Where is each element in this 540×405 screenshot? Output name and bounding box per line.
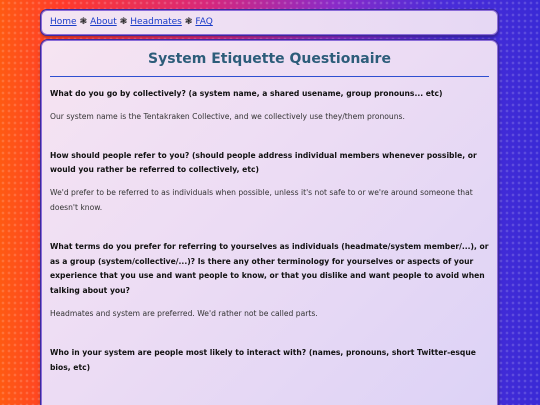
nav-link-faq[interactable]: FAQ (195, 17, 213, 27)
nav-link-home[interactable]: Home (50, 17, 77, 27)
qa-block (50, 346, 489, 376)
qa-block (50, 240, 489, 322)
top-nav (41, 10, 498, 35)
title-divider (50, 76, 489, 77)
nav-separator: ❃ (79, 17, 88, 27)
nav-separator: ❃ (119, 17, 128, 27)
content-card (41, 40, 498, 405)
question: What do you go by collectively? (a system name, a shared usename, group pronouns... etc) (50, 89, 443, 98)
qa-block (50, 87, 489, 125)
question: What terms do you prefer for referring to yourselves as individuals (headmate/system member/...), or as a group (system/collective/...)? Is there any other terminology for yourselves or aspects of your experience that you use and want people to know, or that you dislike and want people to avoid when talking about you? (50, 241, 489, 296)
answer: Our system name is the Tentakraken Collective, and we collectively use they/them pronouns. (50, 111, 405, 121)
nav-link-headmates[interactable]: Headmates (130, 17, 182, 27)
question: Who in your system are people most likely to interact with? (names, pronouns, short Twitter-esque bios, etc) (50, 347, 476, 372)
nav-separator: ❃ (184, 17, 193, 27)
question: How should people refer to you? (should people address individual members whenever possible, or would you rather be referred to collectively, etc) (50, 150, 477, 175)
answer: Headmates and system are preferred. We'd rather not be called parts. (50, 308, 318, 318)
page-title: System Etiquette Questionaire (148, 51, 391, 67)
qa-block (50, 149, 489, 216)
answer: We'd prefer to be referred to as individuals when possible, unless it's not safe to or we're around someone that doesn't know. (50, 188, 473, 212)
nav-link-about[interactable]: About (90, 17, 117, 27)
